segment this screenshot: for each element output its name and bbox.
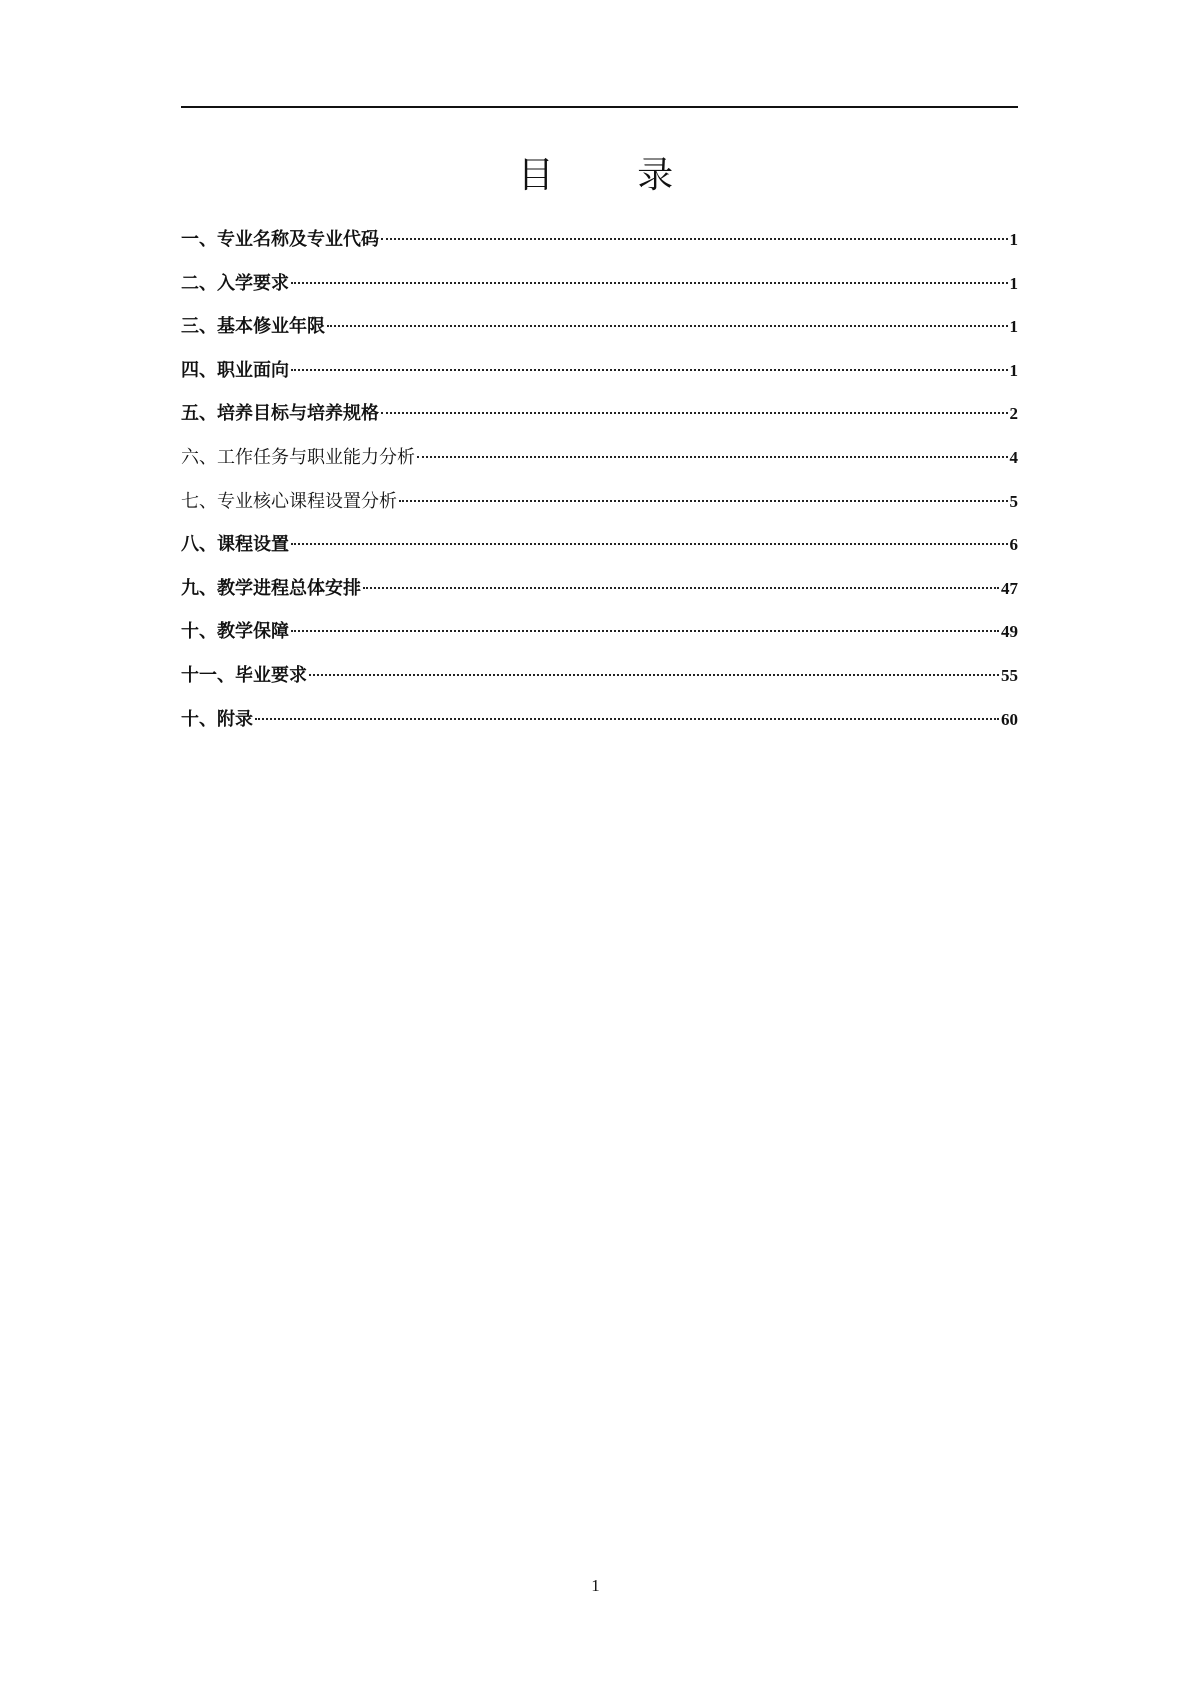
toc-leader-dots xyxy=(255,718,999,720)
toc-entry-page: 60 xyxy=(1001,709,1018,729)
toc-entry-label: 十、教学保障 xyxy=(181,621,289,643)
toc-entry-label: 五、培养目标与培养规格 xyxy=(181,403,379,425)
toc-leader-dots xyxy=(381,412,1008,414)
toc-entry-label: 十、附录 xyxy=(181,708,253,730)
page-number: 1 xyxy=(591,1576,600,1595)
toc-entry-label: 三、基本修业年限 xyxy=(181,316,325,338)
toc-leader-dots xyxy=(381,238,1008,240)
toc-entry[interactable] xyxy=(181,349,1018,393)
toc-list xyxy=(181,218,1018,741)
toc-entry[interactable] xyxy=(181,698,1018,742)
toc-entry-page: 49 xyxy=(1001,622,1018,642)
toc-entry[interactable] xyxy=(181,523,1018,567)
toc-entry-label: 六、工作任务与职业能力分析 xyxy=(181,446,415,468)
toc-entry[interactable] xyxy=(181,392,1018,436)
toc-entry[interactable] xyxy=(181,262,1018,306)
toc-leader-dots xyxy=(291,543,1008,545)
toc-leader-dots xyxy=(363,587,999,589)
toc-entry-page: 4 xyxy=(1009,447,1018,467)
toc-leader-dots xyxy=(291,369,1008,371)
toc-entry-label: 四、职业面向 xyxy=(181,359,289,381)
toc-entry-page: 1 xyxy=(1009,317,1018,337)
toc-entry-page: 47 xyxy=(1001,578,1018,598)
toc-entry[interactable] xyxy=(181,305,1018,349)
toc-entry-label: 七、专业核心课程设置分析 xyxy=(181,490,397,512)
toc-entry-page: 1 xyxy=(1009,230,1018,249)
toc-entry-label: 一、专业名称及专业代码 xyxy=(181,229,379,250)
toc-entry-page: 55 xyxy=(1001,665,1018,685)
toc-entry[interactable] xyxy=(181,567,1018,611)
toc-leader-dots xyxy=(327,325,1008,327)
header-rule xyxy=(181,106,1018,108)
toc-leader-dots xyxy=(291,630,999,632)
toc-entry-page: 2 xyxy=(1009,404,1018,424)
toc-entry-page: 1 xyxy=(1009,360,1018,380)
toc-entry-page: 1 xyxy=(1009,273,1018,293)
toc-entry[interactable] xyxy=(181,610,1018,654)
toc-entry-page: 5 xyxy=(1009,491,1018,511)
toc-entry-label: 九、教学进程总体安排 xyxy=(181,577,361,599)
toc-leader-dots xyxy=(309,674,999,676)
toc-entry[interactable] xyxy=(181,654,1018,698)
toc-entry-label: 二、入学要求 xyxy=(181,272,289,294)
toc-entry[interactable] xyxy=(181,480,1018,524)
toc-entry-label: 八、课程设置 xyxy=(181,534,289,556)
toc-entry-label: 十一、毕业要求 xyxy=(181,664,307,686)
toc-entry-page: 6 xyxy=(1009,535,1018,555)
toc-leader-dots xyxy=(399,500,1008,502)
toc-entry[interactable] xyxy=(181,218,1018,262)
toc-title: 目 录 xyxy=(517,155,710,196)
toc-leader-dots xyxy=(291,282,1008,284)
toc-leader-dots xyxy=(417,456,1008,458)
toc-entry[interactable] xyxy=(181,436,1018,480)
